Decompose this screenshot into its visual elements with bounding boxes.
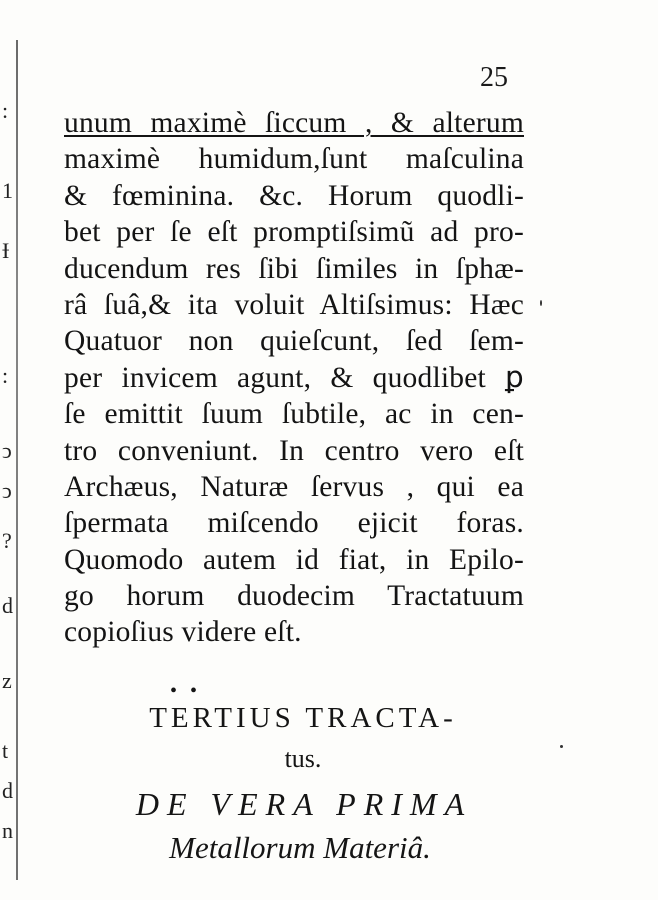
ink-speck bbox=[540, 300, 542, 306]
text-line: Archæus, Naturæ ſervus , qui ea bbox=[64, 470, 524, 503]
gutter-mark: z bbox=[2, 668, 12, 693]
gutter-mark: 1 bbox=[2, 178, 13, 203]
section-heading: TERTIUS TRACTA- bbox=[149, 702, 457, 734]
text-line: bet per ſe eſt promptiſsimũ ad pro- bbox=[64, 216, 524, 249]
gutter-mark: d bbox=[2, 778, 13, 803]
gutter-mark: Ɨ bbox=[2, 238, 10, 263]
ink-speck bbox=[560, 745, 563, 748]
text-line: unum maximè ſiccum , & alterum bbox=[64, 107, 524, 139]
gutter-mark: ↄ bbox=[2, 478, 12, 503]
gutter-mark: ? bbox=[2, 528, 12, 553]
page-gutter bbox=[0, 40, 26, 880]
text-line: maximè humidum,ſunt maſculina bbox=[64, 143, 524, 176]
gutter-shadow-line bbox=[16, 40, 18, 880]
text-line: râ ſuâ,& ita voluit Altiſsimus: Hæc bbox=[64, 288, 524, 321]
chapter-subtitle: Metallorum Materiâ. bbox=[169, 830, 431, 865]
text-line: ſpermata miſcendo ejicit foras. bbox=[64, 507, 524, 540]
chapter-title: DE VERA PRIMA bbox=[135, 786, 473, 822]
gutter-mark: ↄ bbox=[2, 438, 12, 463]
text-line: copioſius videre eſt. bbox=[64, 616, 302, 649]
gutter-mark: n bbox=[2, 818, 13, 843]
text-line: tro conveniunt. In centro vero eſt bbox=[64, 434, 524, 467]
page-number: 25 bbox=[480, 62, 508, 93]
text-line: ſe emittit ſuum ſubtile, ac in cen- bbox=[64, 398, 524, 431]
text-line: ducendum res ſibi ſimiles in ſphæ- bbox=[64, 252, 524, 285]
text-line: & fœminina. &c. Horum quodli- bbox=[64, 179, 524, 212]
text-line: per invicem agunt, & quodlibet ꝑ bbox=[64, 361, 524, 394]
ornament-dots: • • bbox=[170, 680, 202, 702]
text-line: Quatuor non quieſcunt, ſed ſem- bbox=[64, 325, 524, 358]
gutter-mark: : bbox=[2, 363, 9, 388]
section-heading-continuation: tus. bbox=[284, 744, 322, 773]
text-line: go horum duodecim Tractatuum bbox=[64, 580, 524, 613]
body-paragraph bbox=[64, 105, 524, 651]
text-line: Quomodo autem id fiat, in Epilo- bbox=[64, 543, 524, 576]
gutter-mark: t bbox=[2, 738, 9, 763]
gutter-mark: d bbox=[2, 593, 13, 618]
gutter-mark: : bbox=[2, 98, 9, 123]
